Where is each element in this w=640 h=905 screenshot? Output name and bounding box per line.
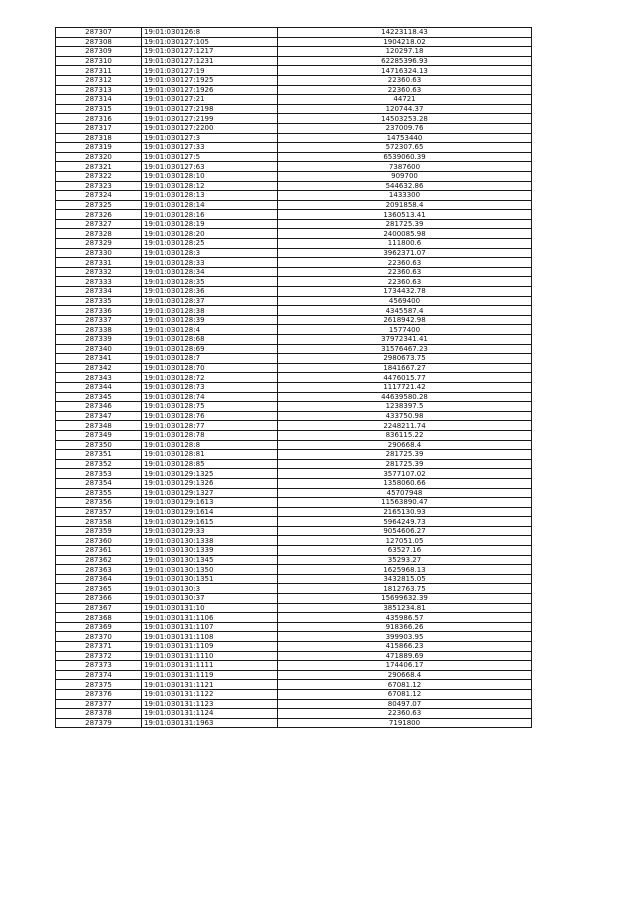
- cadastral-number: 19:01:030129:1327: [142, 488, 278, 498]
- cadastral-number: 19:01:030130:1350: [142, 565, 278, 575]
- row-number: 287327: [56, 219, 142, 229]
- row-number: 287369: [56, 622, 142, 632]
- row-number: 287376: [56, 689, 142, 699]
- row-number: 287319: [56, 143, 142, 153]
- cadastral-number: 19:01:030128:37: [142, 296, 278, 306]
- cadastral-value: 918366.26: [278, 622, 532, 632]
- table-row: [56, 200, 532, 210]
- table-row: [56, 536, 532, 546]
- cadastral-number: 19:01:030128:35: [142, 277, 278, 287]
- table-row: [56, 219, 532, 229]
- cadastral-number: 19:01:030131:1110: [142, 651, 278, 661]
- table-row: [56, 47, 532, 57]
- cadastral-number: 19:01:030128:14: [142, 200, 278, 210]
- table-row: [56, 450, 532, 460]
- row-number: 287361: [56, 546, 142, 556]
- row-number: 287355: [56, 488, 142, 498]
- row-number: 287315: [56, 104, 142, 114]
- cadastral-number: 19:01:030128:34: [142, 267, 278, 277]
- cadastral-value: 7191800: [278, 718, 532, 728]
- row-number: 287314: [56, 95, 142, 105]
- table-row: [56, 296, 532, 306]
- cadastral-value: 44639580.28: [278, 392, 532, 402]
- table-row: [56, 181, 532, 191]
- cadastral-value: 22360.63: [278, 277, 532, 287]
- row-number: 287310: [56, 56, 142, 66]
- cadastral-number: 19:01:030128:25: [142, 239, 278, 249]
- table-row: [56, 478, 532, 488]
- cadastral-value: 2618942.98: [278, 315, 532, 325]
- cadastral-value: 31576467.23: [278, 344, 532, 354]
- row-number: 287332: [56, 267, 142, 277]
- row-number: 287352: [56, 459, 142, 469]
- cadastral-value: 174406.17: [278, 661, 532, 671]
- cadastral-value: 909700: [278, 171, 532, 181]
- cadastral-number: 19:01:030128:72: [142, 373, 278, 383]
- cadastral-number: 19:01:030128:3: [142, 248, 278, 258]
- table-row: [56, 354, 532, 364]
- cadastral-value: 4569400: [278, 296, 532, 306]
- cadastral-number: 19:01:030128:77: [142, 421, 278, 431]
- table-row: [56, 258, 532, 268]
- cadastral-number: 19:01:030131:1108: [142, 632, 278, 642]
- cadastral-value: 3851234.81: [278, 603, 532, 613]
- cadastral-number: 19:01:030127:1926: [142, 85, 278, 95]
- table-body: [56, 28, 532, 728]
- row-number: 287348: [56, 421, 142, 431]
- cadastral-number: 19:01:030131:1119: [142, 670, 278, 680]
- row-number: 287322: [56, 171, 142, 181]
- cadastral-value: 1358060.66: [278, 478, 532, 488]
- cadastral-value: 67081.12: [278, 689, 532, 699]
- cadastral-value: 1734432.78: [278, 287, 532, 297]
- cadastral-number: 19:01:030127:21: [142, 95, 278, 105]
- cadastral-number: 19:01:030127:5: [142, 152, 278, 162]
- table-row: [56, 191, 532, 201]
- table-row: [56, 699, 532, 709]
- cadastral-value: 290668.4: [278, 670, 532, 680]
- table-row: [56, 430, 532, 440]
- table-row: [56, 95, 532, 105]
- row-number: 287371: [56, 642, 142, 652]
- table-row: [56, 392, 532, 402]
- cadastral-value: 4476015.77: [278, 373, 532, 383]
- cadastral-number: 19:01:030128:16: [142, 210, 278, 220]
- cadastral-number: 19:01:030128:75: [142, 402, 278, 412]
- cadastral-number: 19:01:030126:8: [142, 28, 278, 38]
- cadastral-number: 19:01:030127:3: [142, 133, 278, 143]
- cadastral-number: 19:01:030128:10: [142, 171, 278, 181]
- cadastral-value: 2091858.4: [278, 200, 532, 210]
- row-number: 287337: [56, 315, 142, 325]
- cadastral-number: 19:01:030131:1111: [142, 661, 278, 671]
- cadastral-number: 19:01:030128:68: [142, 335, 278, 345]
- row-number: 287320: [56, 152, 142, 162]
- table-row: [56, 402, 532, 412]
- row-number: 287316: [56, 114, 142, 124]
- table-row: [56, 210, 532, 220]
- cadastral-value: 2980673.75: [278, 354, 532, 364]
- row-number: 287317: [56, 123, 142, 133]
- cadastral-number: 19:01:030129:1326: [142, 478, 278, 488]
- cadastral-number: 19:01:030127:1231: [142, 56, 278, 66]
- cadastral-number: 19:01:030131:1123: [142, 699, 278, 709]
- row-number: 287358: [56, 517, 142, 527]
- cadastral-number: 19:01:030131:1121: [142, 680, 278, 690]
- cadastral-value: 9054606.27: [278, 526, 532, 536]
- table-row: [56, 382, 532, 392]
- cadastral-value: 14223118.43: [278, 28, 532, 38]
- cadastral-value: 22360.63: [278, 85, 532, 95]
- cadastral-number: 19:01:030128:38: [142, 306, 278, 316]
- table-row: [56, 75, 532, 85]
- table-row: [56, 229, 532, 239]
- row-number: 287378: [56, 709, 142, 719]
- table-row: [56, 651, 532, 661]
- row-number: 287339: [56, 335, 142, 345]
- cadastral-value: 471889.69: [278, 651, 532, 661]
- cadastral-value: 281725.39: [278, 219, 532, 229]
- row-number: 287373: [56, 661, 142, 671]
- table-row: [56, 661, 532, 671]
- cadastral-number: 19:01:030128:74: [142, 392, 278, 402]
- row-number: 287336: [56, 306, 142, 316]
- cadastral-value: 14716324.13: [278, 66, 532, 76]
- cadastral-number: 19:01:030128:8: [142, 440, 278, 450]
- table-row: [56, 546, 532, 556]
- cadastral-value: 14503253.28: [278, 114, 532, 124]
- table-row: [56, 143, 532, 153]
- cadastral-value: 22360.63: [278, 709, 532, 719]
- row-number: 287324: [56, 191, 142, 201]
- cadastral-value: 435986.57: [278, 613, 532, 623]
- cadastral-value: 399903.95: [278, 632, 532, 642]
- table-row: [56, 488, 532, 498]
- cadastral-value: 544632.86: [278, 181, 532, 191]
- cadastral-value: 44721: [278, 95, 532, 105]
- table-row: [56, 574, 532, 584]
- table-row: [56, 239, 532, 249]
- cadastral-value: 127051.05: [278, 536, 532, 546]
- table-row: [56, 689, 532, 699]
- table-row: [56, 555, 532, 565]
- cadastral-value: 1841667.27: [278, 363, 532, 373]
- table-row: [56, 248, 532, 258]
- cadastral-value: 15699632.39: [278, 594, 532, 604]
- cadastral-value: 22360.63: [278, 75, 532, 85]
- cadastral-number: 19:01:030127:2200: [142, 123, 278, 133]
- table-row: [56, 680, 532, 690]
- table-row: [56, 56, 532, 66]
- cadastral-number: 19:01:030129:1613: [142, 498, 278, 508]
- row-number: 287346: [56, 402, 142, 412]
- cadastral-number: 19:01:030128:19: [142, 219, 278, 229]
- table-row: [56, 28, 532, 38]
- cadastral-value: 80497.07: [278, 699, 532, 709]
- cadastral-value: 2165130.93: [278, 507, 532, 517]
- table-row: [56, 306, 532, 316]
- row-number: 287309: [56, 47, 142, 57]
- table-row: [56, 363, 532, 373]
- cadastral-number: 19:01:030127:105: [142, 37, 278, 47]
- row-number: 287326: [56, 210, 142, 220]
- cadastral-number: 19:01:030128:39: [142, 315, 278, 325]
- row-number: 287331: [56, 258, 142, 268]
- cadastral-value: 3577107.02: [278, 469, 532, 479]
- row-number: 287370: [56, 632, 142, 642]
- cadastral-number: 19:01:030131:1963: [142, 718, 278, 728]
- table-row: [56, 670, 532, 680]
- row-number: 287333: [56, 277, 142, 287]
- row-number: 287363: [56, 565, 142, 575]
- cadastral-value: 1360513.41: [278, 210, 532, 220]
- cadastral-value-table: [55, 27, 532, 728]
- cadastral-value: 111800.6: [278, 239, 532, 249]
- cadastral-number: 19:01:030129:1325: [142, 469, 278, 479]
- cadastral-number: 19:01:030128:76: [142, 411, 278, 421]
- cadastral-number: 19:01:030127:19: [142, 66, 278, 76]
- cadastral-number: 19:01:030127:1925: [142, 75, 278, 85]
- row-number: 287360: [56, 536, 142, 546]
- table-row: [56, 152, 532, 162]
- cadastral-number: 19:01:030130:3: [142, 584, 278, 594]
- table-row: [56, 709, 532, 719]
- cadastral-number: 19:01:030129:1614: [142, 507, 278, 517]
- row-number: 287349: [56, 430, 142, 440]
- row-number: 287325: [56, 200, 142, 210]
- cadastral-number: 19:01:030128:36: [142, 287, 278, 297]
- cadastral-value: 1577400: [278, 325, 532, 335]
- cadastral-value: 415866.23: [278, 642, 532, 652]
- cadastral-number: 19:01:030131:1122: [142, 689, 278, 699]
- table-row: [56, 642, 532, 652]
- row-number: 287307: [56, 28, 142, 38]
- cadastral-value: 1812763.75: [278, 584, 532, 594]
- cadastral-value: 5964249.73: [278, 517, 532, 527]
- row-number: 287308: [56, 37, 142, 47]
- cadastral-value: 22360.63: [278, 258, 532, 268]
- table-row: [56, 459, 532, 469]
- table-row: [56, 565, 532, 575]
- cadastral-number: 19:01:030131:1124: [142, 709, 278, 719]
- cadastral-value: 836115.22: [278, 430, 532, 440]
- cadastral-number: 19:01:030128:81: [142, 450, 278, 460]
- table-row: [56, 133, 532, 143]
- cadastral-number: 19:01:030127:33: [142, 143, 278, 153]
- row-number: 287312: [56, 75, 142, 85]
- row-number: 287328: [56, 229, 142, 239]
- cadastral-value: 572307.65: [278, 143, 532, 153]
- row-number: 287357: [56, 507, 142, 517]
- cadastral-value: 4345587.4: [278, 306, 532, 316]
- cadastral-value: 2400085.98: [278, 229, 532, 239]
- table-row: [56, 584, 532, 594]
- cadastral-value: 1433300: [278, 191, 532, 201]
- cadastral-value: 35293.27: [278, 555, 532, 565]
- table-row: [56, 517, 532, 527]
- cadastral-value: 63527.16: [278, 546, 532, 556]
- cadastral-value: 1117721.42: [278, 382, 532, 392]
- cadastral-number: 19:01:030128:69: [142, 344, 278, 354]
- cadastral-value: 237009.76: [278, 123, 532, 133]
- cadastral-number: 19:01:030131:1106: [142, 613, 278, 623]
- cadastral-value: 67081.12: [278, 680, 532, 690]
- cadastral-number: 19:01:030129:1615: [142, 517, 278, 527]
- row-number: 287364: [56, 574, 142, 584]
- cadastral-value: 120297.18: [278, 47, 532, 57]
- table-row: [56, 469, 532, 479]
- table-row: [56, 123, 532, 133]
- table-row: [56, 114, 532, 124]
- cadastral-number: 19:01:030127:63: [142, 162, 278, 172]
- table-row: [56, 335, 532, 345]
- cadastral-number: 19:01:030128:7: [142, 354, 278, 364]
- table-row: [56, 267, 532, 277]
- row-number: 287377: [56, 699, 142, 709]
- cadastral-value: 6539060.39: [278, 152, 532, 162]
- row-number: 287351: [56, 450, 142, 460]
- row-number: 287313: [56, 85, 142, 95]
- row-number: 287372: [56, 651, 142, 661]
- cadastral-value: 1238397.5: [278, 402, 532, 412]
- cadastral-number: 19:01:030131:10: [142, 603, 278, 613]
- cadastral-number: 19:01:030130:1351: [142, 574, 278, 584]
- cadastral-number: 19:01:030128:20: [142, 229, 278, 239]
- cadastral-value: 433750.98: [278, 411, 532, 421]
- cadastral-value: 3432815.05: [278, 574, 532, 584]
- table-row: [56, 613, 532, 623]
- row-number: 287347: [56, 411, 142, 421]
- cadastral-number: 19:01:030131:1109: [142, 642, 278, 652]
- cadastral-number: 19:01:030130:1339: [142, 546, 278, 556]
- cadastral-value: 45707948: [278, 488, 532, 498]
- row-number: 287318: [56, 133, 142, 143]
- cadastral-value: 281725.39: [278, 459, 532, 469]
- cadastral-number: 19:01:030130:1338: [142, 536, 278, 546]
- cadastral-value: 62285396.93: [278, 56, 532, 66]
- row-number: 287342: [56, 363, 142, 373]
- table-row: [56, 325, 532, 335]
- table-row: [56, 277, 532, 287]
- row-number: 287335: [56, 296, 142, 306]
- row-number: 287329: [56, 239, 142, 249]
- row-number: 287338: [56, 325, 142, 335]
- table-row: [56, 632, 532, 642]
- cadastral-value: 3962371.07: [278, 248, 532, 258]
- cadastral-number: 19:01:030130:1345: [142, 555, 278, 565]
- row-number: 287366: [56, 594, 142, 604]
- row-number: 287323: [56, 181, 142, 191]
- document-page: [55, 27, 531, 728]
- table-row: [56, 411, 532, 421]
- cadastral-value: 22360.63: [278, 267, 532, 277]
- table-row: [56, 85, 532, 95]
- row-number: 287368: [56, 613, 142, 623]
- table-row: [56, 622, 532, 632]
- table-row: [56, 344, 532, 354]
- row-number: 287374: [56, 670, 142, 680]
- table-row: [56, 594, 532, 604]
- row-number: 287379: [56, 718, 142, 728]
- row-number: 287311: [56, 66, 142, 76]
- row-number: 287365: [56, 584, 142, 594]
- cadastral-number: 19:01:030131:1107: [142, 622, 278, 632]
- table-row: [56, 171, 532, 181]
- table-row: [56, 373, 532, 383]
- cadastral-number: 19:01:030128:33: [142, 258, 278, 268]
- table-row: [56, 603, 532, 613]
- row-number: 287321: [56, 162, 142, 172]
- cadastral-number: 19:01:030128:12: [142, 181, 278, 191]
- cadastral-value: 11563890.47: [278, 498, 532, 508]
- row-number: 287341: [56, 354, 142, 364]
- cadastral-number: 19:01:030128:4: [142, 325, 278, 335]
- cadastral-value: 37972341.41: [278, 335, 532, 345]
- row-number: 287359: [56, 526, 142, 536]
- cadastral-number: 19:01:030128:13: [142, 191, 278, 201]
- table-row: [56, 718, 532, 728]
- cadastral-number: 19:01:030128:85: [142, 459, 278, 469]
- row-number: 287353: [56, 469, 142, 479]
- table-row: [56, 507, 532, 517]
- row-number: 287330: [56, 248, 142, 258]
- cadastral-value: 120744.37: [278, 104, 532, 114]
- table-row: [56, 104, 532, 114]
- cadastral-number: 19:01:030129:33: [142, 526, 278, 536]
- row-number: 287356: [56, 498, 142, 508]
- cadastral-number: 19:01:030127:2198: [142, 104, 278, 114]
- row-number: 287344: [56, 382, 142, 392]
- row-number: 287340: [56, 344, 142, 354]
- cadastral-value: 7387600: [278, 162, 532, 172]
- row-number: 287375: [56, 680, 142, 690]
- row-number: 287362: [56, 555, 142, 565]
- cadastral-number: 19:01:030127:2199: [142, 114, 278, 124]
- table-row: [56, 526, 532, 536]
- cadastral-value: 1904218.02: [278, 37, 532, 47]
- cadastral-value: 1625968.13: [278, 565, 532, 575]
- cadastral-value: 281725.39: [278, 450, 532, 460]
- cadastral-number: 19:01:030128:78: [142, 430, 278, 440]
- table-row: [56, 37, 532, 47]
- table-row: [56, 162, 532, 172]
- table-row: [56, 498, 532, 508]
- cadastral-number: 19:01:030127:1217: [142, 47, 278, 57]
- cadastral-value: 2248211.74: [278, 421, 532, 431]
- row-number: 287345: [56, 392, 142, 402]
- row-number: 287350: [56, 440, 142, 450]
- row-number: 287343: [56, 373, 142, 383]
- table-row: [56, 440, 532, 450]
- row-number: 287354: [56, 478, 142, 488]
- cadastral-number: 19:01:030128:70: [142, 363, 278, 373]
- table-row: [56, 315, 532, 325]
- table-row: [56, 287, 532, 297]
- cadastral-number: 19:01:030128:73: [142, 382, 278, 392]
- row-number: 287367: [56, 603, 142, 613]
- cadastral-value: 290668.4: [278, 440, 532, 450]
- cadastral-number: 19:01:030130:37: [142, 594, 278, 604]
- table-row: [56, 66, 532, 76]
- row-number: 287334: [56, 287, 142, 297]
- table-row: [56, 421, 532, 431]
- cadastral-value: 14753440: [278, 133, 532, 143]
